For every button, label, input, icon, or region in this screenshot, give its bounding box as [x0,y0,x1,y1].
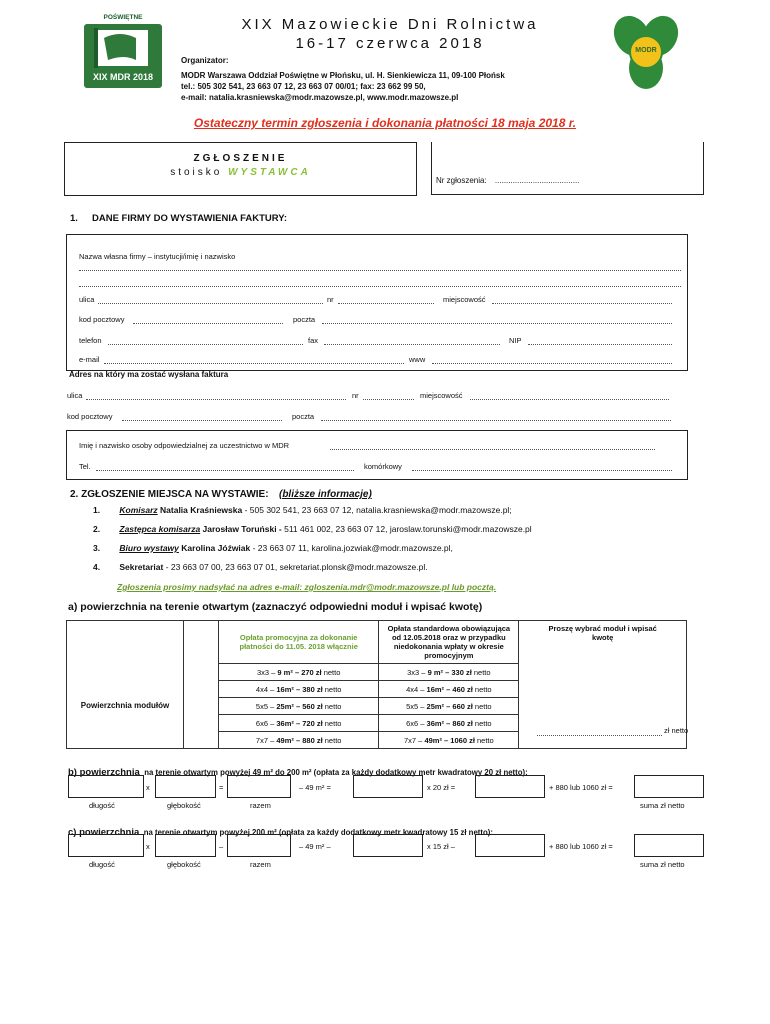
price: – 560 zł [295,701,323,711]
price: – 720 zł [295,718,323,728]
application-type: WYSTAWCA [228,167,311,178]
page-title: XIX Mazowieckie Dni Rolnictwa [241,16,539,33]
contact-person-field[interactable] [330,449,655,450]
contact-num: 4. [93,562,101,572]
price: – 660 zł [446,701,473,711]
section-c-heading-big: c) powierzchnia [68,827,140,838]
contact-role: Komisarz [119,505,158,515]
application-title: ZGŁOSZENIE [193,153,288,164]
dim: 7x7 – [255,735,275,745]
c-times: x 15 zł – [427,842,455,851]
invoice-street-label: ulica [67,391,83,400]
c-minus49: – 49 m² – [299,842,331,851]
choose-module-header: Proszę wybrać moduł i wpisać kwotę [548,624,657,642]
dim: 3x3 – [407,667,426,677]
email-submission-note[interactable]: Zgłoszenia prosimy nadsyłać na adres e-mail: zgloszenia.mdr@modr.mazowsze.pl lub pocztą. [117,582,497,592]
fax-field[interactable] [324,344,500,345]
logo-left [84,14,162,88]
promo-row[interactable] [219,715,379,732]
dim: 4x4 – [255,684,275,694]
c-total-input[interactable] [227,834,291,857]
contact-num: 2. [93,524,101,534]
section2-heading: 2. ZGŁOSZENIE MIEJSCA NA WYSTAWIE: [70,489,269,500]
logo-left-top-text: POŚWIĘTNE [92,14,154,24]
section-c-heading: na terenie otwartym powyżej 200 m² (opłata za każdy dodatkowy metr kwadratowy 15 zł netto): [143,828,493,837]
price: – 1060 zł [444,735,475,745]
contact-details: - 23 663 07 11, karolina.jozwiak@modr.mazowsze.pl, [250,543,453,553]
c-extra-cost-input[interactable] [475,834,545,857]
c-sum-input[interactable] [634,834,704,857]
contact-num: 3. [93,543,101,553]
company-name-field-1[interactable] [79,270,681,271]
company-name-field-2[interactable] [79,286,681,287]
area: 36m² [276,718,294,728]
section-b-heading-big: b) powierzchnia [68,767,140,778]
contact-name: Jarosław Toruński - [202,524,282,534]
email-field[interactable] [104,363,404,364]
b-times: x 20 zł = [427,783,456,792]
price: – 880 zł [295,735,323,745]
b-sum-input[interactable] [634,775,704,798]
standard-row[interactable] [379,664,519,681]
area: 25m² [426,701,445,711]
price: – 460 zł [446,684,473,694]
logo-right [604,12,688,92]
number-field[interactable] [338,303,434,304]
contact-mobile-field[interactable] [412,470,672,471]
application-type-prefix: stoisko [170,167,223,178]
suffix: netto [324,735,342,745]
section1-heading: DANE FIRMY DO WYSTAWIENIA FAKTURY: [92,213,288,224]
invoice-heading: Adres na który ma zostać wysłana faktura [69,370,229,379]
postcode-field[interactable] [133,323,283,324]
c-depth-input[interactable] [155,834,216,857]
dim: 7x7 – [403,735,423,745]
promo-row[interactable] [219,681,379,698]
b-x-sign: x [146,783,150,792]
phone-label: telefon [79,336,102,345]
nr-label: Nr zgłoszenia: [436,176,487,185]
invoice-post-office-label: poczta [292,412,315,421]
dim: 5x5 – [406,701,425,711]
post-office-field[interactable] [322,323,672,324]
logo-right-text: MODR [635,47,657,54]
flag-icon [84,24,162,70]
invoice-postcode-label: kod pocztowy [67,412,113,421]
amount-suffix: zł netto [664,726,689,735]
standard-row[interactable] [379,681,519,698]
invoice-street-field[interactable] [86,399,346,400]
phone-field[interactable] [108,344,303,345]
b-total-label: razem [250,801,271,810]
pricing-table [66,620,687,749]
area: 36m² [426,718,445,728]
contact-name: Karolina Jóźwiak [181,543,251,553]
post-office-label: poczta [293,315,316,324]
organizer-line-2: tel.: 505 302 541, 23 663 07 12, 23 663 07 00/01; fax: 23 662 99 50, [181,82,426,91]
section-a-heading: a) powierzchnia na terenie otwartym (zaznaczyć odpowiedni moduł i wpisać kwotę) [68,601,483,613]
price: – 330 zł [445,667,472,677]
area: 16m² [426,684,445,694]
price: – 380 zł [295,684,323,694]
standard-row[interactable] [379,732,519,749]
nip-label: NIP [509,336,522,345]
suffix: netto [324,718,342,728]
invoice-post-office-field[interactable] [321,420,671,421]
promo-row[interactable] [219,698,379,715]
fax-label: fax [308,336,319,345]
contact-tel-field[interactable] [96,470,354,471]
www-field[interactable] [432,363,672,364]
promo-row[interactable] [219,664,379,681]
c-eq-sign: – [219,842,224,851]
c-plus: + 880 lub 1060 zł = [549,842,613,851]
organizer-label: Organizator: [181,56,229,65]
suffix: netto [323,667,341,677]
standard-fee-header: Opłata standardowa obowiązująca od 12.05.2018 oraz w przypadku niedokonania wpłaty w okresie promocyjnym [379,621,519,664]
section1-num: 1. [70,213,78,224]
suffix: netto [477,735,494,745]
nip-field[interactable] [528,344,672,345]
b-plus: + 880 lub 1060 zł = [549,783,613,792]
area: 49m² [276,735,294,745]
event-dates: 16-17 czerwca 2018 [295,35,485,52]
b-extra-input[interactable] [353,775,423,798]
contact-row [93,505,512,515]
c-depth-label: głębokość [167,860,201,869]
b-eq-sign: = [219,783,224,792]
b-length-label: długość [89,801,115,810]
area: 49m² [424,735,442,745]
contact-row [93,562,428,572]
contact-details: - 505 302 541, 23 663 07 12, natalia.krasniewska@modr.mazowsze.pl; [242,505,512,515]
c-length-input[interactable] [68,834,144,857]
b-minus49: – 49 m² = [299,783,331,792]
section2-more-link[interactable]: (bliższe informacje) [278,489,372,500]
b-length-input[interactable] [68,775,144,798]
dim: 3x3 – [256,667,276,677]
suffix: netto [473,667,491,677]
dim: 4x4 – [406,684,425,694]
amount-field[interactable] [537,735,662,736]
price: – 270 zł [294,667,322,677]
invoice-postcode-field[interactable] [122,420,282,421]
section-b-heading: na terenie otwartym powyżej 49 m² do 200 m² (opłata za każdy dodatkowy metr kwadratowy 20 zł netto): [144,768,528,777]
c-total-label: razem [250,860,271,869]
dim: 6x6 – [255,718,275,728]
contact-box [66,430,688,480]
email-label: e-mail [79,355,100,364]
b-sum-label: suma zł netto [640,801,685,810]
area: 9 m² [277,667,293,677]
contact-role: Biuro wystawy [119,543,179,553]
standard-row[interactable] [379,715,519,732]
area: 16m² [276,684,294,694]
contact-num: 1. [93,505,101,515]
c-sum-label: suma zł netto [640,860,685,869]
c-length-label: długość [89,860,115,869]
number-label: nr [327,295,334,304]
b-depth-label: głębokość [167,801,201,810]
suffix: netto [474,701,492,711]
deadline-note: Ostateczny termin zgłoszenia i dokonania płatności 18 maja 2018 r. [193,116,577,130]
contact-row [93,543,453,553]
module-area-label: Powierzchnia modułów [67,664,184,749]
area: 9 m² [427,667,443,677]
invoice-city-field[interactable] [470,399,669,400]
suffix: netto [324,701,342,711]
promo-fee-header: Opłata promocyjna za dokonanie płatności do 11.05. 2018 włącznie [219,621,379,664]
invoice-city-label: miejscowość [420,391,463,400]
invoice-number-field[interactable] [363,399,414,400]
contact-name: Natalia Kraśniewska [160,505,243,515]
organizer-line-3: e-mail: natalia.krasniewska@modr.mazowsze.pl, www.modr.mazowsze.pl [181,93,459,102]
suffix: netto [324,684,342,694]
contact-person-label: Imię i nazwisko osoby odpowiedzialnej za uczestnictwo w MDR [79,441,290,450]
contact-tel-label: Tel. [79,462,91,471]
logo-left-bottom-text: XIX MDR 2018 [92,72,154,82]
contact-role: Zastępca komisarza [119,524,201,534]
suffix: netto [474,718,492,728]
postcode-label: kod pocztowy [79,315,125,324]
www-label: www [409,355,426,364]
dim: 5x5 – [255,701,275,711]
area: 25m² [276,701,294,711]
contact-mobile-label: komórkowy [364,462,402,471]
nr-box [431,142,704,195]
suffix: netto [474,684,492,694]
standard-row[interactable] [379,698,519,715]
contact-details: - 23 663 07 00, 23 663 07 01, sekretariat.plonsk@modr.mazowsze.pl. [163,562,428,572]
application-box [64,142,417,196]
city-label: miejscowość [443,295,486,304]
b-depth-input[interactable] [155,775,216,798]
company-name-label: Nazwa własna firmy – instytucji/imię i nazwisko [79,252,236,261]
city-field[interactable] [492,303,672,304]
c-x-sign: x [146,842,150,851]
dim: 6x6 – [406,718,425,728]
contact-details: 511 461 002, 23 663 07 12, jaroslaw.torunski@modr.mazowsze.pl [281,524,532,534]
b-total-input[interactable] [227,775,291,798]
contact-row [93,524,532,534]
organizer-line-1: MODR Warszawa Oddział Poświętne w Płońsku, ul. H. Sienkiewicza 11, 09-100 Płońsk [181,71,505,80]
b-extra-cost-input[interactable] [475,775,545,798]
invoice-number-label: nr [352,391,359,400]
street-label: ulica [79,295,95,304]
c-extra-input[interactable] [353,834,423,857]
price: – 860 zł [446,718,473,728]
contact-name: Sekretariat [119,562,164,572]
street-field[interactable] [98,303,323,304]
nr-field[interactable]: ...................................... [494,176,580,185]
promo-row[interactable] [219,732,379,749]
